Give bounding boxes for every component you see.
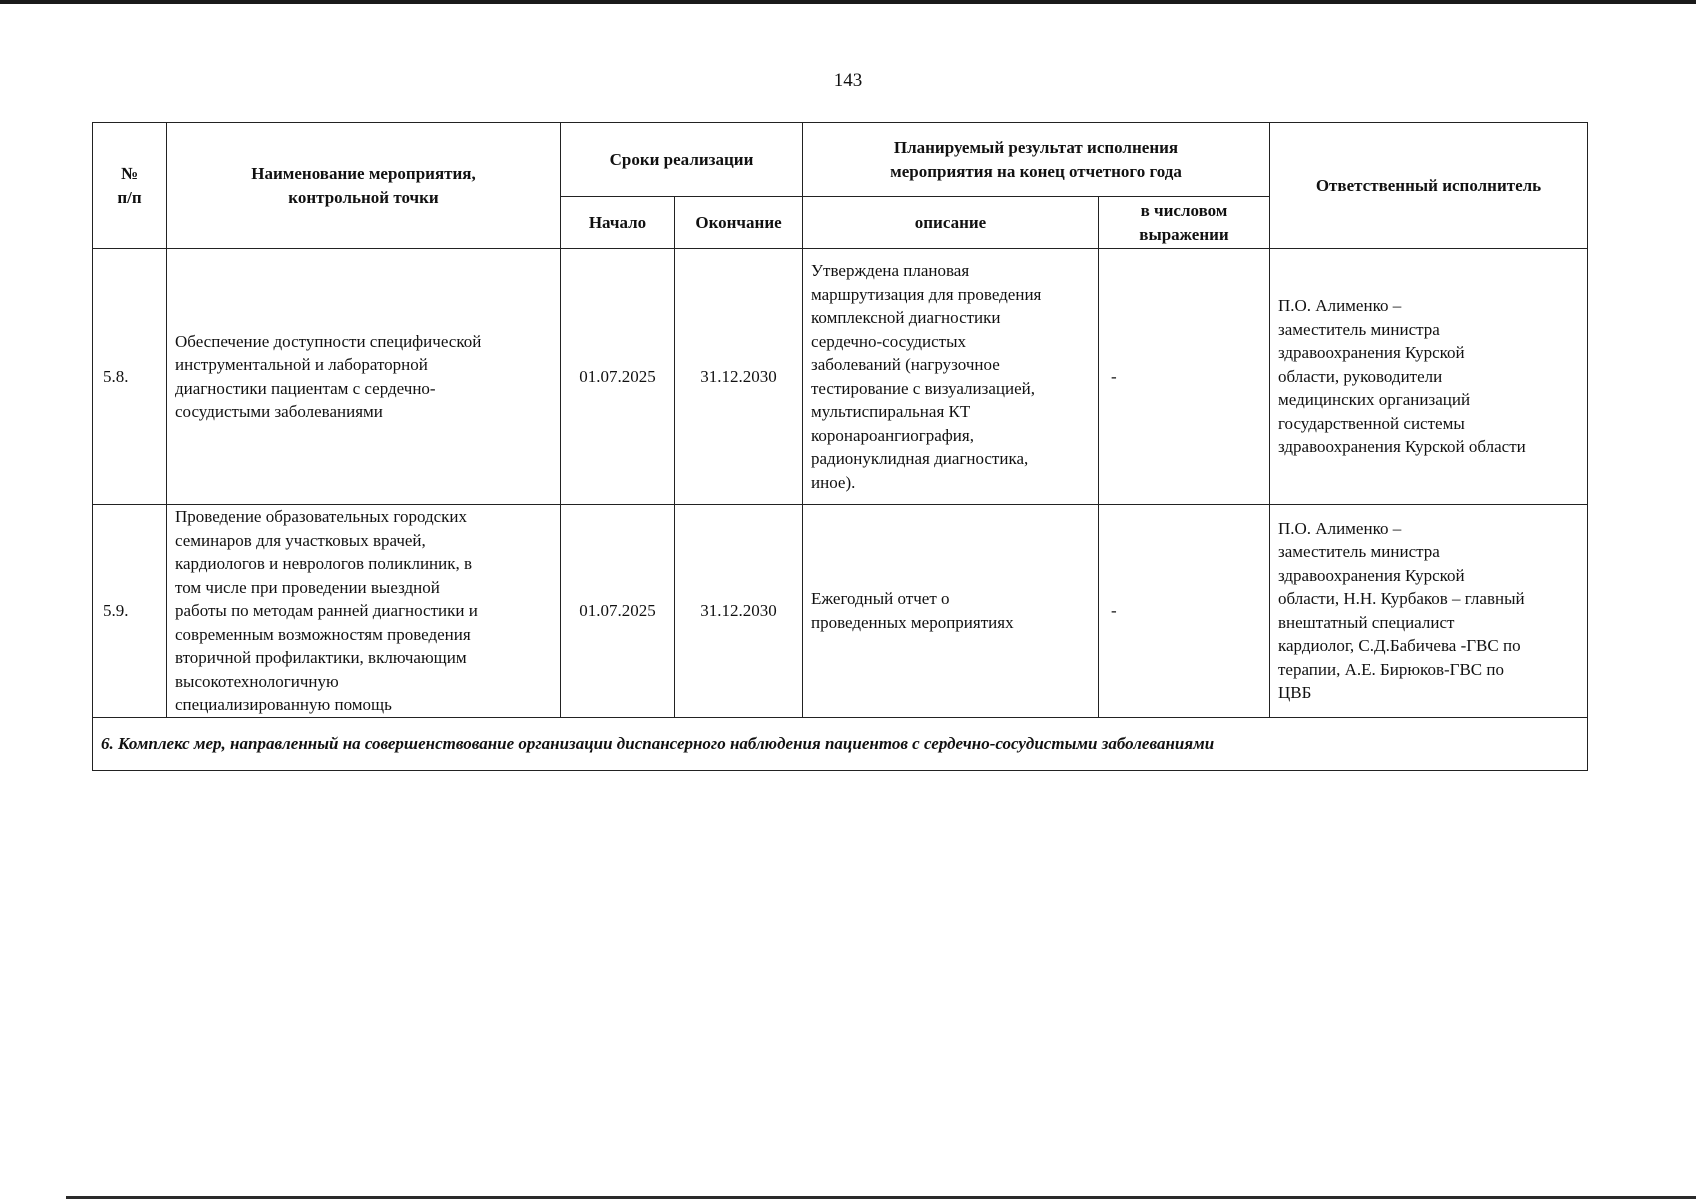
start-date: 01.07.2025: [561, 505, 675, 718]
header-end: Окончание: [675, 197, 803, 249]
section-row: [93, 717, 1588, 770]
header-value: в числовом выражении: [1099, 197, 1270, 249]
header-terms: Сроки реализации: [561, 123, 803, 197]
responsible-person: П.О. Алименко – заместитель министра здравоохранения Курской области, руководители медицинских организаций государственной системы здравоохранения Курской области: [1270, 249, 1588, 505]
plan-table: [92, 122, 1588, 771]
header-name: Наименование мероприятия, контрольной точки: [167, 123, 561, 249]
scan-top-edge: [0, 0, 1696, 4]
end-date: 31.12.2030: [675, 505, 803, 718]
activity-name: Обеспечение доступности специфической инструментальной и лабораторной диагностики пациентам с сердечно- сосудистыми заболеваниями: [167, 249, 561, 505]
result-value: -: [1099, 249, 1270, 505]
result-value: -: [1099, 505, 1270, 718]
activity-name: Проведение образовательных городских семинаров для участковых врачей, кардиологов и неврологов поликлиник, в том числе при проведении выездной работы по методам ранней диагностики и современным возможностям проведения вторичной профилактики, включающим высокотехнологичную специализированную помощь: [167, 505, 561, 718]
result-description: Ежегодный отчет о проведенных мероприятиях: [803, 505, 1099, 718]
scan-bottom-edge: [66, 1196, 1696, 1199]
page-number: 143: [833, 70, 863, 91]
header-num: № п/п: [93, 123, 167, 249]
header-responsible: Ответственный исполнитель: [1270, 123, 1588, 249]
table-row: [93, 249, 1588, 505]
header-start: Начало: [561, 197, 675, 249]
start-date: 01.07.2025: [561, 249, 675, 505]
header-result: Планируемый результат исполнения мероприятия на конец отчетного года: [803, 123, 1270, 197]
header-row-1: [93, 123, 1588, 197]
row-number: 5.8.: [93, 249, 167, 505]
row-number: 5.9.: [93, 505, 167, 718]
header-desc: описание: [803, 197, 1099, 249]
result-description: Утверждена плановая маршрутизация для проведения комплексной диагностики сердечно-сосудистых заболеваний (нагрузочное тестирование с визуализацией, мультиспиральная КТ коронароангиография, радионуклидная диагностика, иное).: [803, 249, 1099, 505]
section-title: 6. Комплекс мер, направленный на совершенствование организации диспансерного наблюдения пациентов с сердечно-сосудистыми заболеваниями: [93, 717, 1588, 770]
end-date: 31.12.2030: [675, 249, 803, 505]
table-row: [93, 505, 1588, 718]
responsible-person: П.О. Алименко – заместитель министра здравоохранения Курской области, Н.Н. Курбаков – главный внештатный специалист кардиолог, С.Д.Бабичева -ГВС по терапии, А.Е. Бирюков-ГВС по ЦВБ: [1270, 505, 1588, 718]
